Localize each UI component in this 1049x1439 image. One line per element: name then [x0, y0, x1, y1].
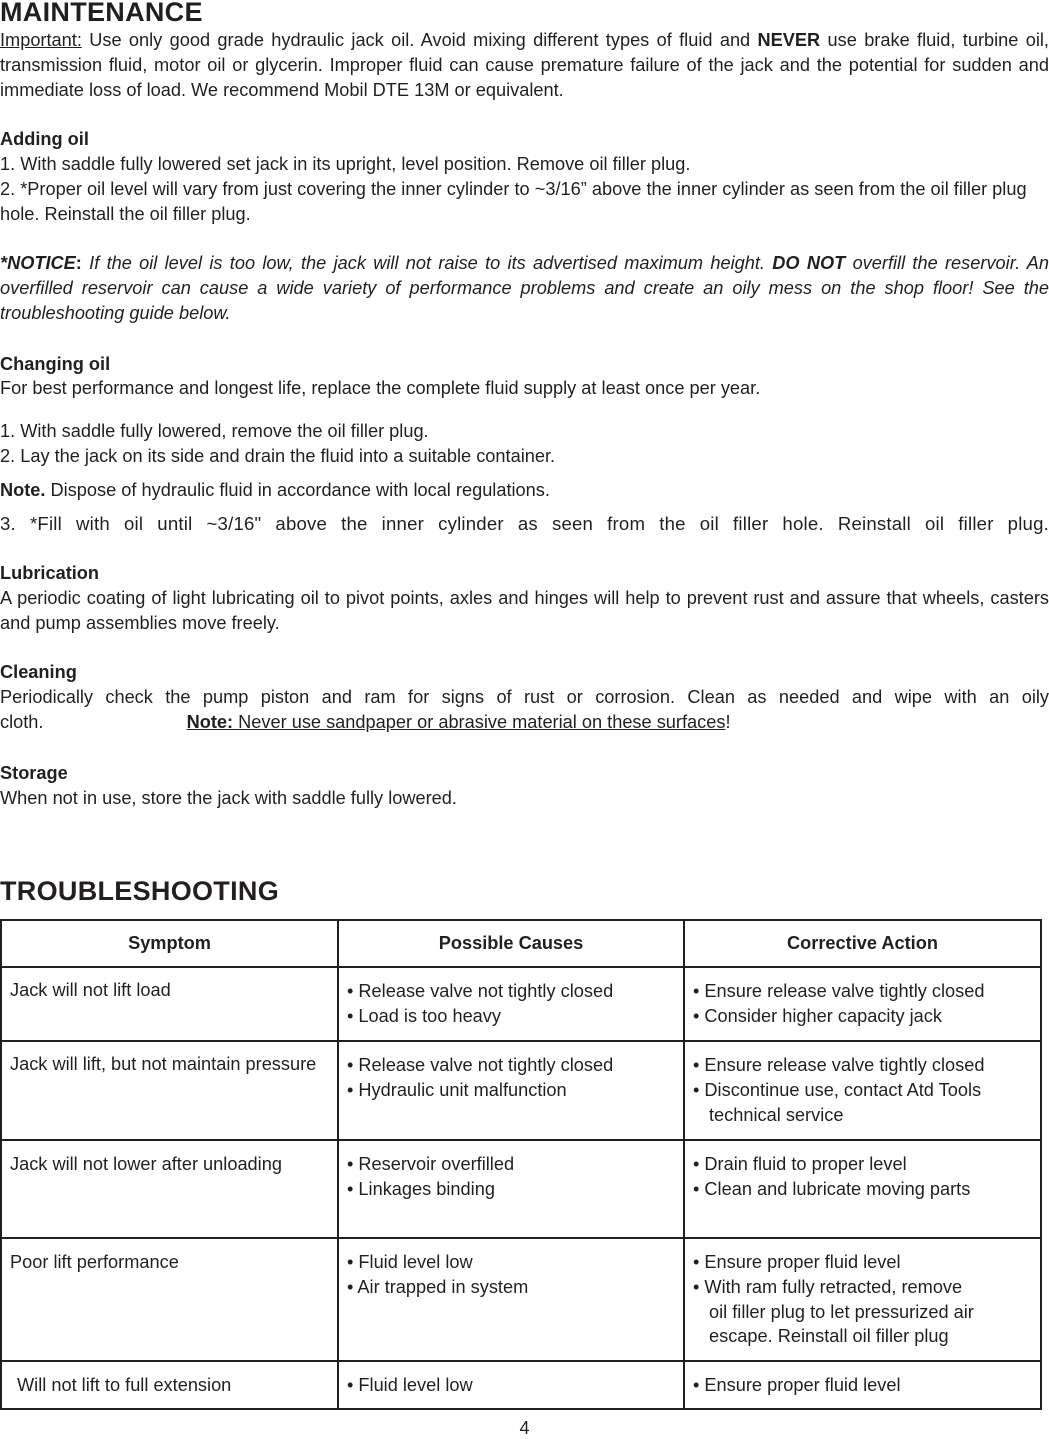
action-item: • Ensure proper fluid level — [693, 1375, 901, 1395]
important-label: Important: — [0, 30, 82, 50]
causes-cell — [338, 967, 684, 1041]
header-symptom: Symptom — [1, 920, 338, 967]
action-item: • Ensure release valve tightly closed — [693, 1055, 985, 1075]
actions-cell — [684, 1041, 1041, 1140]
changing-oil-note — [0, 478, 1049, 503]
never-emphasis: NEVER — [757, 30, 821, 50]
causes-cell — [338, 1238, 684, 1361]
cause-item: • Reservoir overfilled — [347, 1154, 515, 1174]
actions-cell — [684, 1238, 1041, 1361]
actions-cell — [684, 967, 1041, 1041]
causes-cell — [338, 1361, 684, 1409]
action-item-continued: technical service — [709, 1104, 844, 1125]
cause-item: • Load is too heavy — [347, 1005, 501, 1026]
cleaning-text-line-2 — [0, 710, 1049, 735]
symptom-cell: Jack will lift, but not maintain pressure — [1, 1041, 338, 1140]
table-row — [1, 1238, 1041, 1361]
table-row — [1, 967, 1041, 1041]
action-item: • Consider higher capacity jack — [693, 1005, 942, 1026]
important-text-2: use brake fluid, turbine oil, transmission fluid, motor oil or glycerin. Improper fluid can cause premature failure of the jack and the potential for sudden and immediate loss of load. We recommend Mobil DTE 13M or equivalent. — [0, 30, 1049, 100]
actions-cell — [684, 1140, 1041, 1238]
cleaning-text-line-1: Periodically check the pump piston and ram for signs of rust or corrosion. Clean as needed and wipe with an oily — [0, 687, 1049, 707]
table-header-row — [1, 920, 1041, 967]
cleaning-note-end: ! — [725, 712, 731, 732]
storage-text: When not in use, store the jack with saddle fully lowered. — [0, 788, 457, 808]
changing-oil-step-3: 3. *Fill with oil until ~3/16" above the inner cylinder as seen from the oil filler hole. Reinstall oil filler plug. — [0, 513, 1049, 534]
notice-text-2: overfill the reservoir. An overfilled reservoir can cause a wide variety of performance problems and create an oily mess on the shop floor! See the troubleshooting guide below. — [0, 253, 1049, 323]
header-corrective-action: Corrective Action — [684, 920, 1041, 967]
cause-item: • Fluid level low — [347, 1252, 473, 1272]
notice-text-1: If the oil level is too low, the jack will not raise to its advertised maximum height. — [81, 253, 773, 273]
adding-oil-step-2: 2. *Proper oil level will vary from just covering the inner cylinder to ~3/16” above the inner cylinder as seen from the oil filler plug hole. Reinstall the oil filler plug. — [0, 179, 1027, 224]
action-item: • Clean and lubricate moving parts — [693, 1178, 971, 1199]
maintenance-title: MAINTENANCE — [0, 0, 203, 27]
action-item: • Ensure proper fluid level — [693, 1252, 901, 1272]
symptom-cell: Jack will not lower after unloading — [1, 1140, 338, 1238]
important-paragraph — [0, 28, 1049, 102]
note-text: Dispose of hydraulic fluid in accordance with local regulations. — [45, 480, 550, 500]
adding-oil-step-1: 1. With saddle fully lowered set jack in its upright, level position. Remove oil filler plug. — [0, 154, 691, 174]
action-item: • Discontinue use, contact Atd Tools — [693, 1079, 982, 1100]
action-item-continued: oil filler plug to let pressurized air — [709, 1301, 974, 1322]
cleaning-note-label: Note: — [186, 712, 234, 732]
cause-item: • Hydraulic unit malfunction — [347, 1079, 567, 1100]
cause-item: • Release valve not tightly closed — [347, 1055, 614, 1075]
cause-item: • Release valve not tightly closed — [347, 981, 614, 1001]
lubrication-text: A periodic coating of light lubricating oil to pivot points, axles and hinges will help to prevent rust and assure that wheels, casters and pump assemblies move freely. — [0, 588, 1049, 633]
action-item: • Ensure release valve tightly closed — [693, 981, 985, 1001]
lubrication-heading: Lubrication — [0, 563, 100, 583]
cleaning-heading: Cleaning — [0, 662, 77, 682]
important-text-1: Use only good grade hydraulic jack oil. Avoid mixing different types of fluid and — [81, 30, 758, 50]
table-row — [1, 1041, 1041, 1140]
storage-heading: Storage — [0, 763, 68, 783]
header-possible-causes: Possible Causes — [338, 920, 684, 967]
symptom-cell: Jack will not lift load — [1, 967, 338, 1041]
action-item: • Drain fluid to proper level — [693, 1154, 907, 1174]
adding-oil-heading: Adding oil — [0, 129, 89, 149]
causes-cell — [338, 1140, 684, 1238]
table-row — [1, 1140, 1041, 1238]
causes-cell — [338, 1041, 684, 1140]
page-number: 4 — [519, 1418, 530, 1438]
changing-oil-heading: Changing oil — [0, 354, 111, 374]
troubleshooting-table — [0, 919, 1042, 1410]
troubleshooting-title: TROUBLESHOOTING — [0, 876, 279, 906]
changing-oil-intro: For best performance and longest life, replace the complete fluid supply at least once per year. — [0, 378, 761, 398]
do-not-emphasis: DO NOT — [772, 253, 846, 273]
note-label: Note. — [0, 480, 46, 500]
cause-item: • Fluid level low — [347, 1375, 473, 1395]
changing-oil-step-1: 1. With saddle fully lowered, remove the oil filler plug. — [0, 421, 429, 441]
action-item-continued: escape. Reinstall oil filler plug — [709, 1326, 949, 1347]
cleaning-note-text: Never use sandpaper or abrasive material on these surfaces — [233, 712, 726, 732]
cleaning-cloth: cloth. — [0, 712, 44, 732]
actions-cell — [684, 1361, 1041, 1409]
notice-colon: : — [75, 253, 82, 273]
table-row — [1, 1361, 1041, 1409]
notice-paragraph — [0, 251, 1049, 325]
symptom-cell: Will not lift to full extension — [1, 1361, 338, 1409]
symptom-cell: Poor lift performance — [1, 1238, 338, 1361]
cause-item: • Air trapped in system — [347, 1276, 529, 1297]
action-item: • With ram fully retracted, remove — [693, 1276, 963, 1297]
cause-item: • Linkages binding — [347, 1178, 495, 1199]
notice-label: *NOTICE — [0, 253, 76, 273]
changing-oil-step-2: 2. Lay the jack on its side and drain the fluid into a suitable container. — [0, 446, 556, 466]
